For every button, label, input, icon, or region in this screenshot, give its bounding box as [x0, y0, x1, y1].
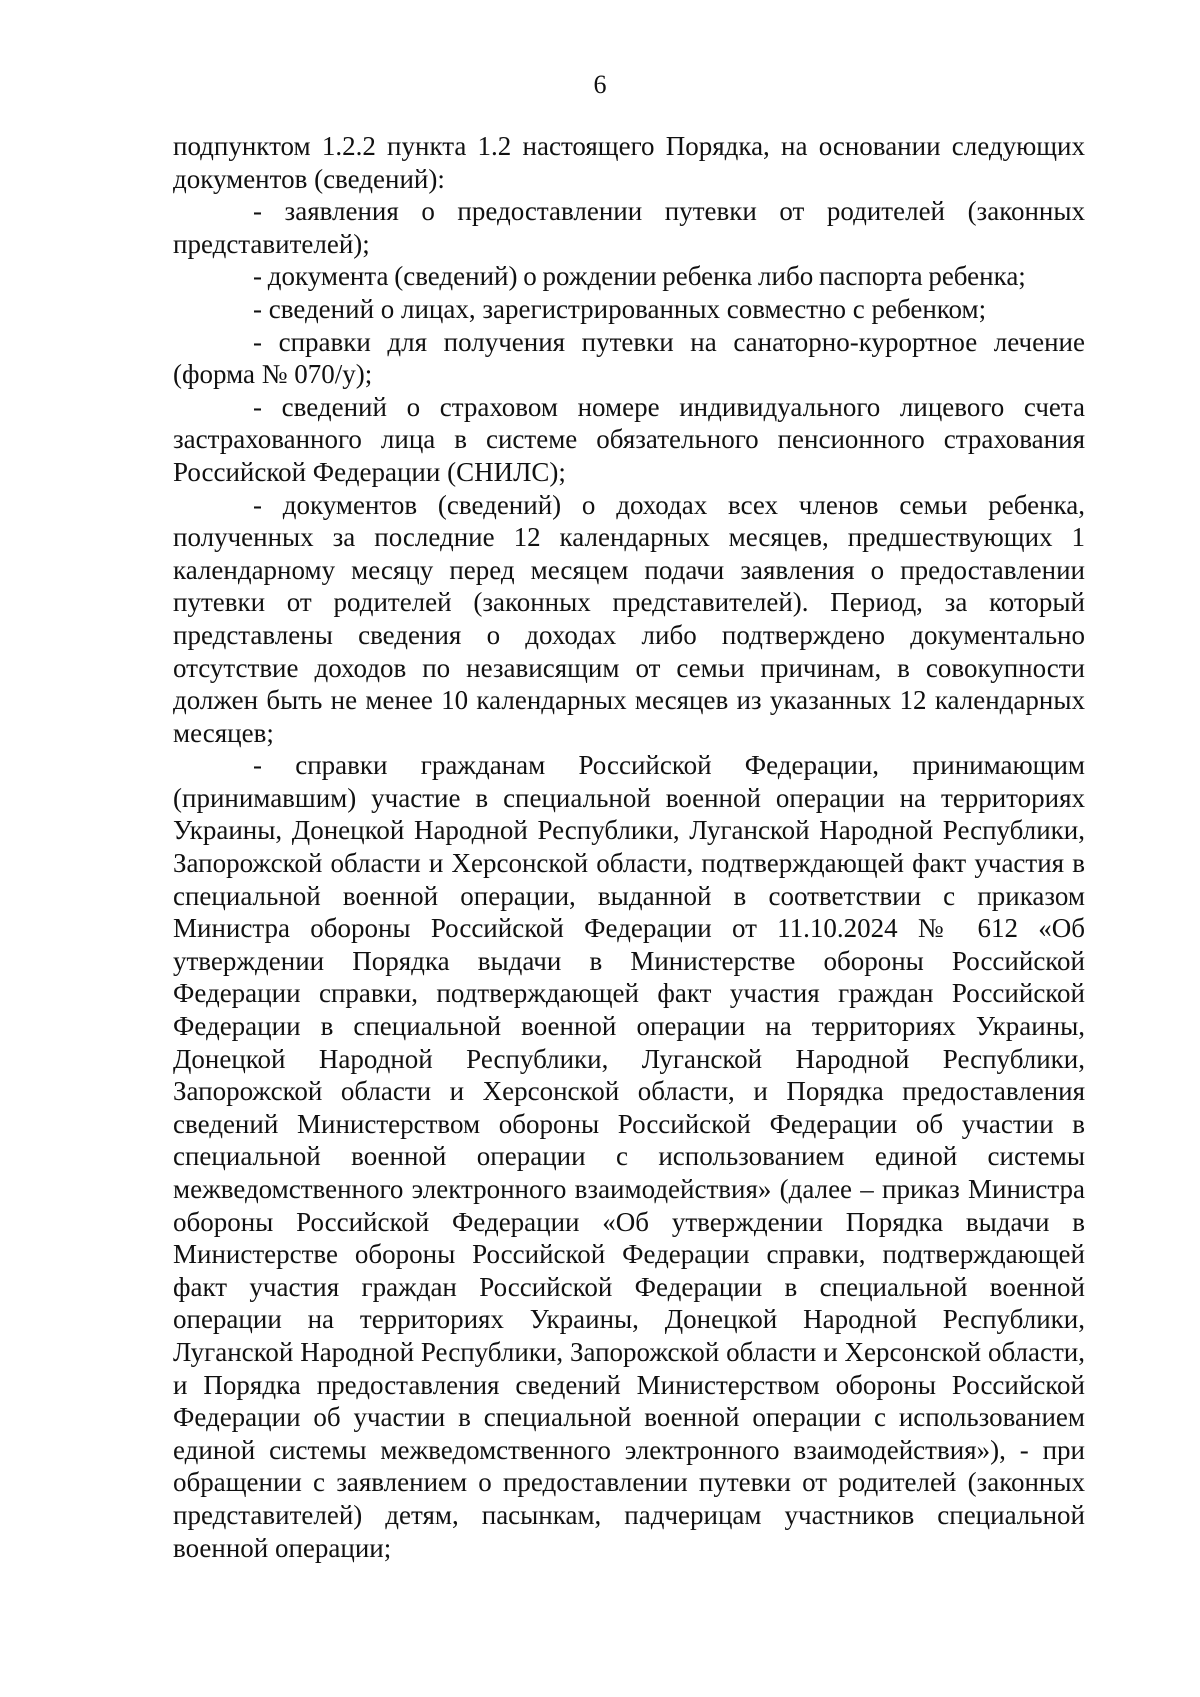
list-item-birth-document: - документа (сведений) о рождении ребенка либо паспорта ребенка;: [253, 261, 1026, 292]
page-number: 6: [593, 70, 607, 99]
list-item-registered-persons: - сведений о лицах, зарегистрированных совместно с ребенком;: [253, 293, 987, 324]
list-item-income-documents: - документов (сведений) о доходах всех членов семьи ребенка, полученных за последние 12 календарных месяцев, предшествующих 1 календарному месяцу перед месяцем подачи заявления о предоставлении путевки от родителей (законных представителей). Период, за который представлены сведения о доходах либо подтверждено документально отсутствие доходов по независящим от семьи причинам, в совокупности должен быть не менее 10 календарных месяцев из указанных 12 календарных месяцев;: [173, 489, 1085, 748]
list-item-svo-certificate: - справки гражданам Российской Федерации, принимающим (принимавшим) участие в специальной военной операции на территориях Украины, Донецкой Народной Республики, Луганской Народной Республики, Запорожской области и Херсонской области, подтверждающей факт участия в специальной военной операции, выданной в соответствии с приказом Министра обороны Российской Федерации от 11.10.2024 № 612 «Об утверждении Порядка выдачи в Министерстве обороны Российской Федерации справки, подтверждающей факт участия граждан Российской Федерации в специальной военной операции на территориях Украины, Донецкой Народной Республики, Луганской Народной Республики, Запорожской области и Херсонской области, и Порядка предоставления сведений Министерством обороны Российской Федерации об участии в специальной военной операции с использованием единой системы межведомственного электронного взаимодействия» (далее – приказ Министра обороны Российской Федерации «Об утверждении Порядка выдачи в Министерстве обороны Российской Федерации справки, подтверждающей факт участия граждан Российской Федерации в специальной военной операции на территориях Украины, Донецкой Народной Республики, Луганской Народной Республики, Запорожской области и Херсонской области, и Порядка предоставления сведений Министерством обороны Российской Федерации об участии в специальной военной операции с использованием единой системы межведомственного электронного взаимодействия»), - при обращении с заявлением о предоставлении путевки от родителей (законных представителей) детям, пасынкам, падчерицам участников специальной военной операции;: [173, 750, 1085, 1563]
document-body: [173, 130, 1085, 1564]
list-item-snils: - сведений о страховом номере индивидуального лицевого счета застрахованного лица в системе обязательного пенсионного страхования Российской Федерации (СНИЛС);: [173, 391, 1085, 487]
list-item-application: - заявления о предоставлении путевки от родителей (законных представителей);: [173, 196, 1085, 259]
paragraph-intro: подпунктом 1.2.2 пункта 1.2 настоящего Порядка, на основании следующих документов (сведений):: [173, 131, 1085, 194]
list-item-medical-certificate: - справки для получения путевки на санаторно-курортное лечение (форма № 070/у);: [173, 326, 1085, 390]
